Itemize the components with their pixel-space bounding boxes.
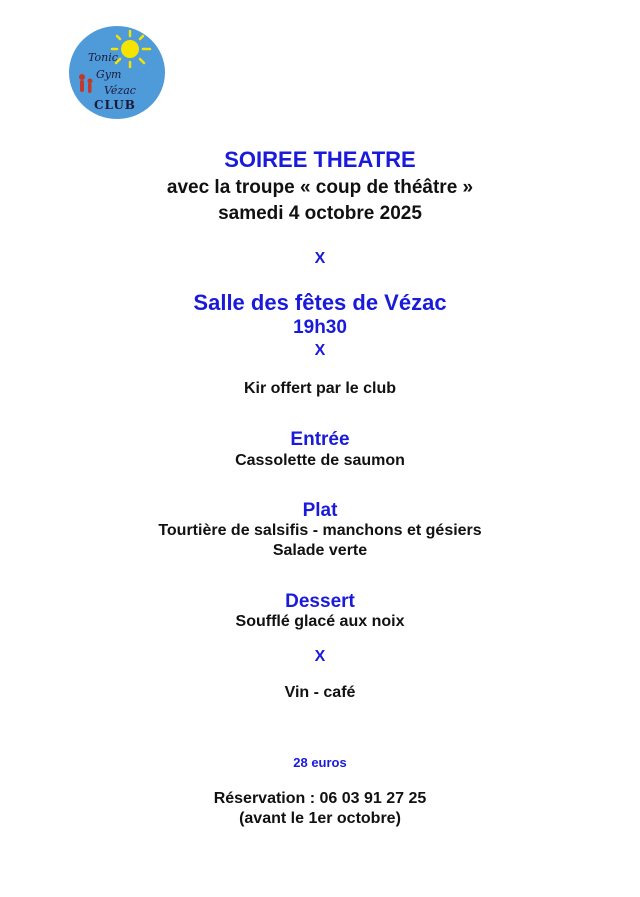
reservation-phone: Réservation : 06 03 91 27 25	[213, 790, 427, 807]
main-heading: Plat	[302, 500, 338, 521]
separator: X	[314, 648, 326, 665]
event-subtitle: avec la troupe « coup de théâtre »	[166, 177, 474, 198]
event-title: SOIREE THEATRE	[224, 147, 416, 172]
logo-text-vezac: Vézac	[104, 84, 136, 97]
drinks: Vin - café	[284, 684, 356, 701]
dessert-dish: Soufflé glacé aux noix	[235, 613, 405, 630]
price: 28 euros	[293, 755, 347, 770]
dessert-heading: Dessert	[285, 591, 355, 612]
logo-text-tonic: Tonic	[88, 51, 118, 64]
separator: X	[314, 342, 326, 359]
event-time: 19h30	[293, 317, 347, 338]
venue: Salle des fêtes de Vézac	[193, 290, 447, 315]
starter-dish: Cassolette de saumon	[235, 452, 405, 469]
event-date: samedi 4 octobre 2025	[218, 203, 422, 224]
main-dish: Tourtière de salsifis - manchons et gésiers	[158, 522, 482, 539]
logo-text-gym: Gym	[96, 68, 122, 81]
starter-heading: Entrée	[290, 429, 350, 450]
separator: X	[314, 250, 326, 267]
main-side: Salade verte	[272, 542, 368, 559]
reservation-deadline: (avant le 1er octobre)	[239, 810, 401, 827]
logo-text-club: CLUB	[94, 98, 136, 112]
club-logo	[68, 25, 166, 120]
aperitif: Kir offert par le club	[243, 380, 397, 397]
